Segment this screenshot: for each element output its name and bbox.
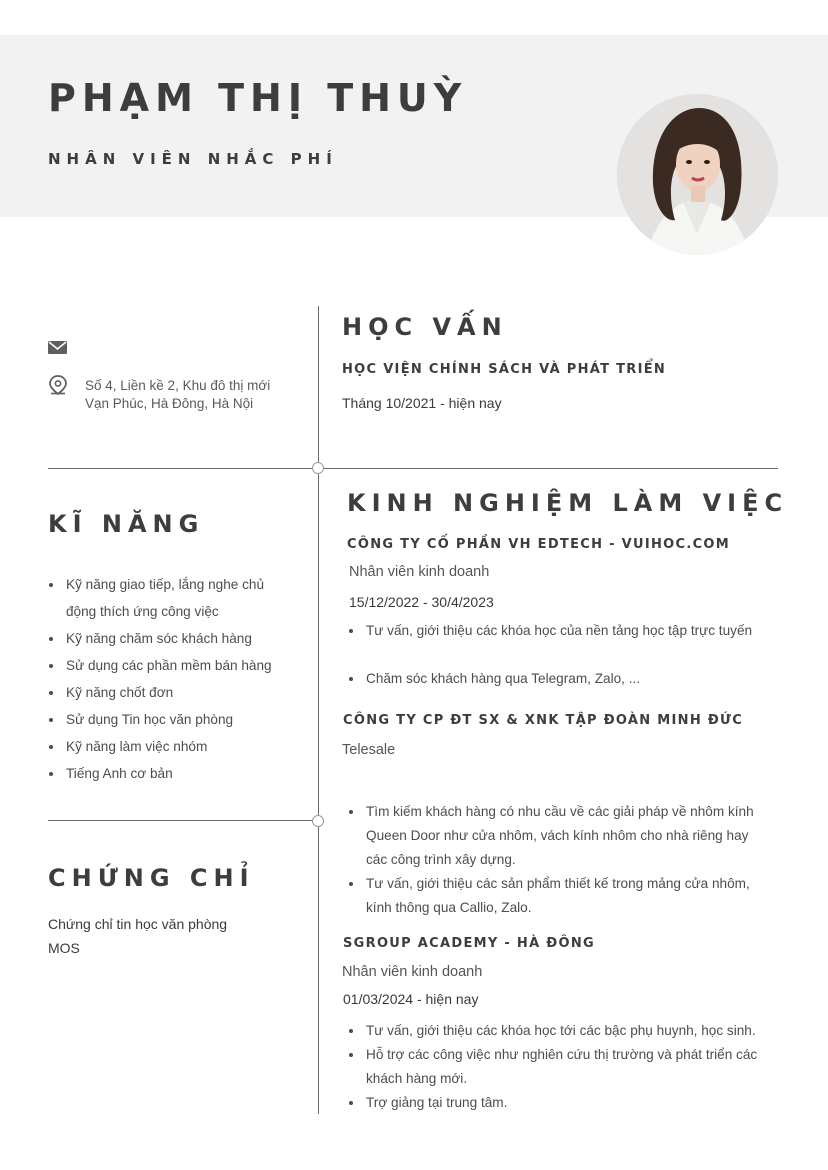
list-item: Kỹ năng làm việc nhóm bbox=[42, 733, 272, 760]
address-line: Vạn Phúc, Hà Đông, Hà Nội bbox=[85, 396, 254, 411]
job-period: 01/03/2024 - hiện nay bbox=[343, 991, 479, 1007]
school-name: HỌC VIỆN CHÍNH SÁCH VÀ PHÁT TRIỂN bbox=[342, 362, 667, 377]
list-item: Sử dụng Tin học văn phòng bbox=[42, 706, 272, 733]
certificates-heading: CHỨNG CHỈ bbox=[48, 864, 255, 892]
vertical-divider bbox=[318, 306, 319, 1114]
job-bullets bbox=[342, 619, 752, 643]
profile-photo bbox=[617, 94, 778, 255]
job-period: 15/12/2022 - 30/4/2023 bbox=[349, 594, 494, 610]
job-role: Nhân viên kinh doanh bbox=[342, 964, 483, 980]
list-item-continuation: khách hàng mới. bbox=[366, 1071, 468, 1086]
list-item: Sử dụng các phần mềm bán hàng bbox=[42, 652, 272, 679]
list-item: Trợ giảng tại trung tâm. bbox=[342, 1091, 757, 1115]
list-item: Hỗ trợ các công việc như nghiên cứu thị trường và phát triển các bbox=[342, 1043, 757, 1067]
list-item: Kỹ năng giao tiếp, lắng nghe chủ bbox=[42, 571, 272, 598]
list-item: Tìm kiếm khách hàng có nhu cầu về các giải pháp về nhôm kính bbox=[342, 800, 754, 824]
list-item-continuation: kính thông qua Callio, Zalo. bbox=[366, 900, 532, 915]
certificate-item: MOS bbox=[48, 940, 80, 956]
divider-node bbox=[312, 815, 324, 827]
address bbox=[85, 377, 270, 413]
company-name: SGROUP ACADEMY - HÀ ĐÔNG bbox=[343, 936, 595, 951]
list-item: Chăm sóc khách hàng qua Telegram, Zalo, ... bbox=[342, 667, 640, 691]
list-item-continuation: các công trình xây dựng. bbox=[366, 852, 516, 867]
location-pin-icon bbox=[48, 375, 68, 395]
job-bullets bbox=[342, 667, 640, 691]
list-item-continuation: Queen Door như cửa nhôm, vách kính nhôm cho nhà riêng hay bbox=[366, 828, 749, 843]
company-name: CÔNG TY CP ĐT SX & XNK TẬP ĐOÀN MINH ĐỨC bbox=[343, 713, 744, 728]
company-name: CÔNG TY CỐ PHẦN VH EDTECH - VUIHOC.COM bbox=[347, 537, 731, 552]
education-period: Tháng 10/2021 - hiện nay bbox=[342, 395, 502, 411]
list-item-continuation: động thích ứng công việc bbox=[66, 604, 219, 619]
skills-heading: KĨ NĂNG bbox=[48, 510, 205, 538]
certificate-item: Chứng chỉ tin học văn phòng bbox=[48, 916, 228, 932]
horizontal-divider-top bbox=[48, 468, 778, 469]
address-line: Số 4, Liền kề 2, Khu đô thị mới bbox=[85, 378, 271, 393]
list-item: Tư vấn, giới thiệu các khóa học tới các bậc phụ huynh, học sinh. bbox=[342, 1019, 757, 1043]
list-item: Tiếng Anh cơ bản bbox=[42, 760, 272, 787]
list-item: Kỹ năng chăm sóc khách hàng bbox=[42, 625, 272, 652]
education-heading: HỌC VẤN bbox=[342, 313, 508, 341]
divider-node bbox=[312, 462, 324, 474]
skills-list bbox=[42, 571, 272, 787]
job-title: NHÂN VIÊN NHẮC PHÍ bbox=[48, 150, 338, 168]
list-item: Tư vấn, giới thiệu các khóa học của nền tảng học tập trực tuyến bbox=[342, 619, 752, 643]
job-role: Nhân viên kinh doanh bbox=[349, 564, 490, 580]
list-item: Tư vấn, giới thiệu các sản phẩm thiết kế trong mảng cửa nhôm, bbox=[342, 872, 754, 896]
job-role: Telesale bbox=[342, 742, 396, 758]
candidate-name: PHẠM THỊ THUỲ bbox=[48, 76, 468, 120]
list-item: Kỹ năng chốt đơn bbox=[42, 679, 272, 706]
email-icon bbox=[48, 340, 68, 360]
experience-heading: KINH NGHIỆM LÀM VIỆC bbox=[347, 489, 789, 517]
horizontal-divider-left bbox=[48, 820, 318, 821]
job-bullets bbox=[342, 800, 754, 920]
job-bullets bbox=[342, 1019, 757, 1115]
